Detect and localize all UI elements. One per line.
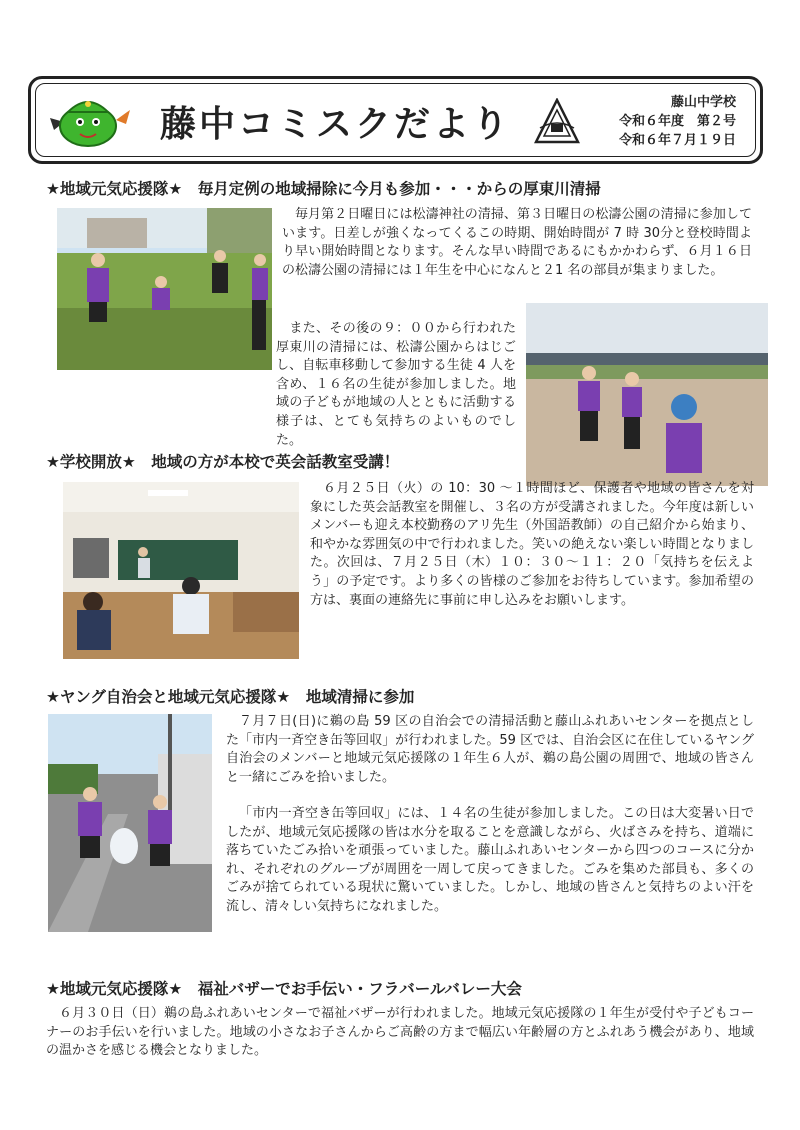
section2-heading: ★学校開放★ 地域の方が本校で英会話教室受講！ [46,453,400,471]
section3-paragraph1: ７月７日(日)に鵜の島 59 区の自治会での清掃活動と藤山ふれあいセンターを拠点とした「市内一斉空き缶等回収」が行われました。59 区では、自治会区に在住しているヤング自治会のメンバーと地域元気応援隊の１年生６人が、鵜の島公園の周囲で、地域の皆さんと一緒にごみを拾いました。 [226,714,754,785]
school-emblem-icon [534,98,580,146]
issue-info [596,93,736,150]
photo-river-cleanup [526,303,768,486]
mascot-icon [46,92,132,150]
issue-number: 令和６年度 第２号 [618,114,736,129]
section1-heading: ★地域元気応援隊★ 毎月定例の地域掃除に今月も参加・・・からの厚東川清掃 [46,180,601,198]
school-name: 藤山中学校 [670,95,736,110]
section1-paragraph1: 毎月第２日曜日には松濤神社の清掃、第３日曜日の松濤公園の清掃に参加しています。日差しが強くなってくるこの時期、開始時間が 7 時 30分と登校時間より早い開始時間となります。そんな早い時間であるにもかかわらず、６月１６日の松濤公園の清掃には１年生を中心になんと２1 名の部員が集まりました。 [282,207,752,278]
section3-heading: ★ヤング自治会と地域元気応援隊★ 地域清掃に参加 [46,688,415,706]
issue-date: 令和６年７月１９日 [618,133,736,148]
section3-paragraph2: 「市内一斉空き缶等回収」には、１４名の生徒が参加しました。この日は大変暑い日でしたが、地域元気応援隊の皆は水分を取ることを意識しながら、火ばさみを持ち、道端に落ちていたごみ拾いを頑張っていました。藤山ふれあいセンターから四つのコースに分かれ、それぞれのグループが周囲を一周して戻ってきました。ごみを集めた部員も、多くのごみが捨てられている現状に驚いていました。しかし、地域の皆さんと気持ちのよい汗を流し、清々しい気持ちになれました。 [226,806,754,914]
section2-paragraph: ６月２５日（火）の 10：30 ～１時間ほど、保護者や地域の皆さんを対象にした英会話教室を開催し、３名の方が受講されました。今年度は新しいメンバーも迎え本校勤務のアリ先生（外国語教師）の自己紹介から始まり、和やかな雰囲気の中で行われました。笑いの絶えない楽しい時間となりました。次回は、７月２５日（木）１０：３０～１１：２０「気持ちを伝えよう」の予定です。より多くの皆様のご参加をお待ちしています。参加希望の方は、裏面の連絡先に事前に申し込みをお願いします。 [310,481,754,608]
section1-paragraph2: また、その後の９：００から行われた厚東川の清掃には、松濤公園からはじごし、自転車移動して参加する生徒 4 人を含め、１６名の生徒が参加しました。地域の子どもが地域の人とともに活動する様子は、とても気持ちのよいものでした。 [276,321,516,448]
photo-street-cleanup [48,714,212,932]
section4-heading: ★地域元気応援隊★ 福祉バザーでお手伝い・フラバールバレー大会 [46,980,522,998]
section4-paragraph: ６月３０日（日）鵜の島ふれあいセンターで福祉バザーが行われました。地域元気応援隊の１年生が受付や子どもコーナーのお手伝いを行いました。地域の小さなお子さんからご高齢の方まで幅広い年齢層の方とふれあう機会があり、地域の温かさを感じる機会となりました。 [46,1006,754,1059]
page-title: 藤中コミスクだより [160,104,512,145]
photo-english-class [63,482,299,659]
